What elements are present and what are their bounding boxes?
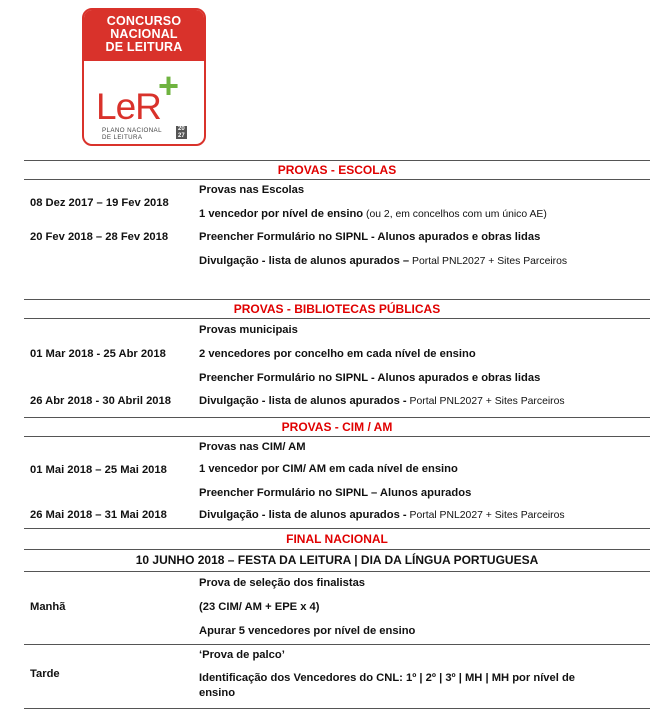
divider	[24, 644, 650, 645]
logo-year	[176, 126, 187, 139]
logo-banner	[84, 10, 204, 61]
section-title-escolas: PROVAS - ESCOLAS	[24, 160, 650, 180]
bibliotecas-line-4-normal: Portal PNL2027 + Sites Parceiros	[406, 396, 565, 407]
logo-pnl-text	[102, 127, 162, 141]
bibliotecas-line-4	[199, 395, 565, 407]
final-subtitle: 10 JUNHO 2018 – FESTA DA LEITURA | DIA DA LÍNGUA PORTUGUESA	[24, 550, 650, 572]
escolas-line-2	[199, 208, 547, 220]
bibliotecas-line-3: Preencher Formulário no SIPNL - Alunos apurados e obras lidas	[199, 372, 541, 384]
logo-year-line: 27	[178, 132, 185, 139]
escolas-line-1: Provas nas Escolas	[199, 184, 305, 196]
escolas-line-2-bold: 1 vencedor por nível de ensino	[199, 208, 364, 220]
plus-icon: +	[158, 65, 180, 106]
escolas-line-2-note: (ou 2, em concelhos com um único AE)	[363, 209, 547, 220]
section-title-final: FINAL NACIONAL	[24, 528, 650, 550]
final-manha-line-3: Apurar 5 vencedores por nível de ensino	[199, 625, 416, 637]
final-tarde-line-2: Identificação dos Vencedores do CNL: 1º | 2º | 3º | MH | MH por nível de	[199, 672, 576, 684]
escolas-line-3: Preencher Formulário no SIPNL - Alunos apurados e obras lidas	[199, 231, 541, 243]
concurso-nacional-leitura-logo	[82, 8, 206, 146]
final-manha-line-1: Prova de seleção dos finalistas	[199, 577, 366, 589]
bibliotecas-line-4-bold: Divulgação - lista de alunos apurados -	[199, 395, 407, 407]
cim-date-2: 26 Mai 2018 – 31 Mai 2018	[30, 509, 167, 521]
escolas-date-1: 08 Dez 2017 – 19 Fev 2018	[30, 197, 169, 209]
escolas-line-4-normal: Portal PNL2027 + Sites Parceiros	[409, 256, 568, 267]
logo-year-line: 20	[178, 126, 185, 132]
bibliotecas-date-2: 26 Abr 2018 - 30 Abril 2018	[30, 395, 171, 407]
cim-line-4-bold: Divulgação - lista de alunos apurados -	[199, 509, 407, 521]
section-title-bibliotecas: PROVAS - BIBLIOTECAS PÚBLICAS	[24, 299, 650, 319]
logo-pnl-line: PLANO NACIONAL	[102, 127, 162, 134]
cim-line-1: Provas nas CIM/ AM	[199, 441, 306, 453]
logo-banner-line: NACIONAL	[110, 27, 178, 41]
logo-pnl-line: DE LEITURA	[102, 134, 143, 141]
escolas-line-4-bold: Divulgação - lista de alunos apurados –	[199, 255, 410, 267]
cim-date-1: 01 Mai 2018 – 25 Mai 2018	[30, 464, 167, 476]
bibliotecas-line-2: 2 vencedores por concelho em cada nível de ensino	[199, 348, 476, 360]
final-tarde-line-1: ‘Prova de palco’	[199, 649, 285, 661]
final-manha-line-2: (23 CIM/ AM + EPE x 4)	[199, 601, 320, 613]
bibliotecas-date-1: 01 Mar 2018 - 25 Abr 2018	[30, 348, 166, 360]
logo-banner-line: DE LEITURA	[105, 40, 183, 54]
section-title-cim: PROVAS - CIM / AM	[24, 417, 650, 437]
logo-ler-text: LeR	[96, 86, 161, 127]
logo-banner-line: CONCURSO	[106, 14, 182, 28]
final-tarde-label: Tarde	[30, 668, 60, 680]
escolas-date-2: 20 Fev 2018 – 28 Fev 2018	[30, 231, 169, 243]
bibliotecas-line-1: Provas municipais	[199, 324, 298, 336]
final-tarde-line-3: ensino	[199, 687, 236, 699]
divider	[24, 708, 650, 709]
cim-line-4-normal: Portal PNL2027 + Sites Parceiros	[406, 510, 565, 521]
escolas-line-4	[199, 255, 567, 267]
cim-line-4	[199, 509, 565, 521]
final-manha-label: Manhã	[30, 601, 66, 613]
cim-line-3: Preencher Formulário no SIPNL – Alunos apurados	[199, 487, 472, 499]
cim-line-2: 1 vencedor por CIM/ AM em cada nível de ensino	[199, 463, 458, 475]
